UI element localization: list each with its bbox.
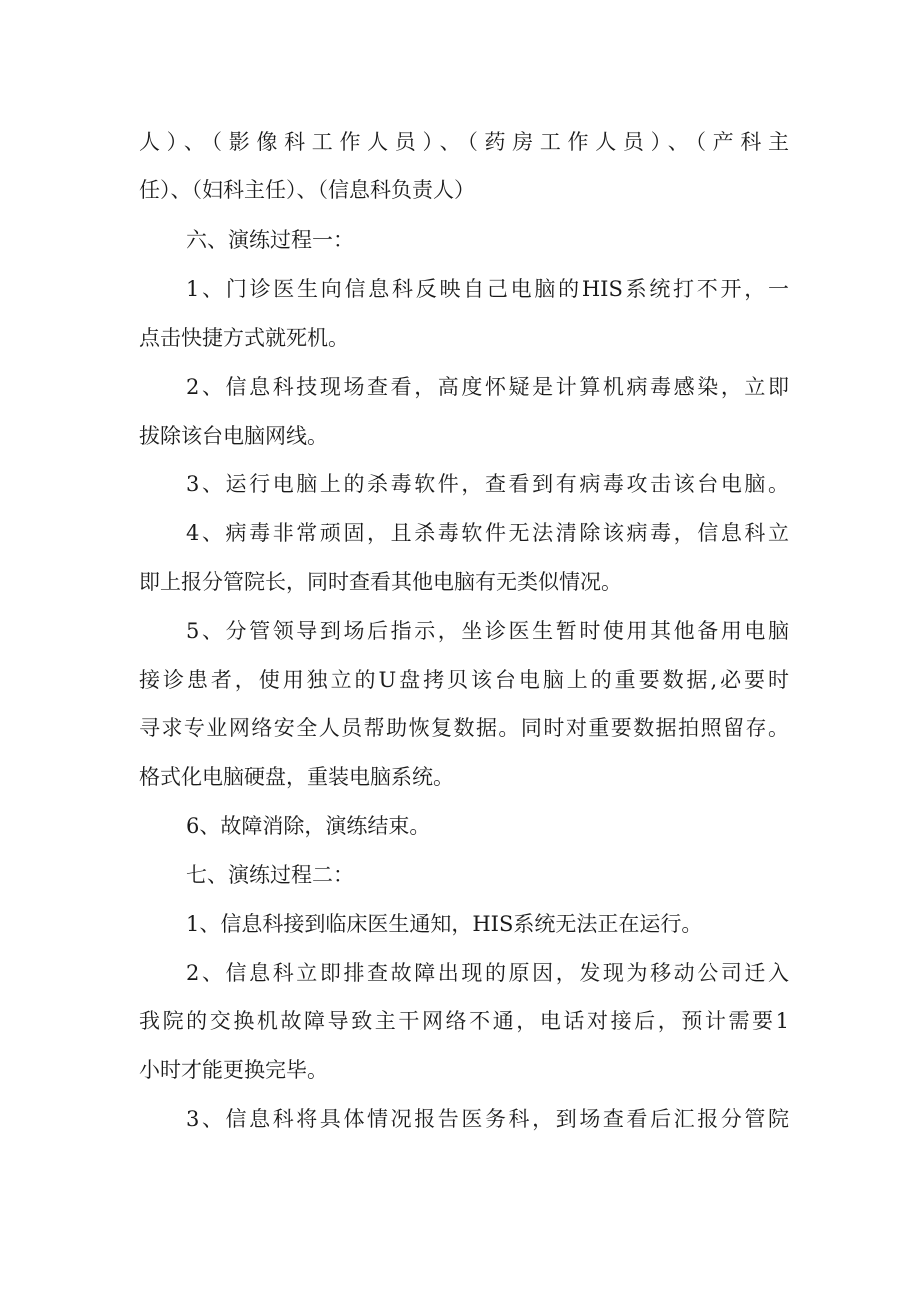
- text-line-11: 5、分管领导到场后指示，坐诊医生暂时使用其他备用电脑: [186, 619, 789, 643]
- text-line-14: 格式化电脑硬盘，重装电脑系统。: [139, 765, 454, 789]
- text-line-4: 1、门诊医生向信息科反映自己电脑的HIS系统打不开，一: [186, 277, 789, 301]
- text-line-19: 我院的交换机故障导致主干网络不通，电话对接后，预计需要1: [139, 1009, 789, 1033]
- text-line-5: 点击快捷方式就死机。: [139, 326, 349, 350]
- text-line-18: 2、信息科立即排查故障出现的原因，发现为移动公司迁入: [186, 961, 789, 985]
- text-line-6: 2、信息科技现场查看，高度怀疑是计算机病毒感染，立即: [186, 375, 789, 399]
- text-line-9: 4、病毒非常顽固，且杀毒软件无法清除该病毒，信息科立: [186, 521, 789, 545]
- text-line-7: 拔除该台电脑网线。: [139, 424, 328, 448]
- section-heading-7: 七、演练过程二：: [186, 863, 354, 887]
- text-line-12: 接诊患者，使用独立的U盘拷贝该台电脑上的重要数据,必要时: [139, 668, 789, 692]
- text-line-10: 即上报分管院长，同时查看其他电脑有无类似情况。: [139, 570, 622, 594]
- section-heading-6: 六、演练过程一：: [186, 228, 354, 252]
- text-line-8: 3、运行电脑上的杀毒软件，查看到有病毒攻击该台电脑。: [186, 472, 789, 496]
- text-line-1: 人）、（影像科工作人员）、（药房工作人员）、（产科主: [139, 130, 789, 154]
- text-line-13: 寻求专业网络安全人员帮助恢复数据。同时对重要数据拍照留存。: [139, 716, 789, 740]
- text-line-2: 任）、（妇科主任）、（信息科负责人）: [139, 178, 475, 202]
- text-line-17: 1、信息科接到临床医生通知，HIS系统无法正在运行。: [186, 912, 703, 936]
- text-line-20: 小时才能更换完毕。: [139, 1058, 328, 1082]
- text-line-15: 6、故障消除，演练结束。: [186, 814, 431, 838]
- text-line-21: 3、信息科将具体情况报告医务科，到场查看后汇报分管院: [186, 1107, 789, 1131]
